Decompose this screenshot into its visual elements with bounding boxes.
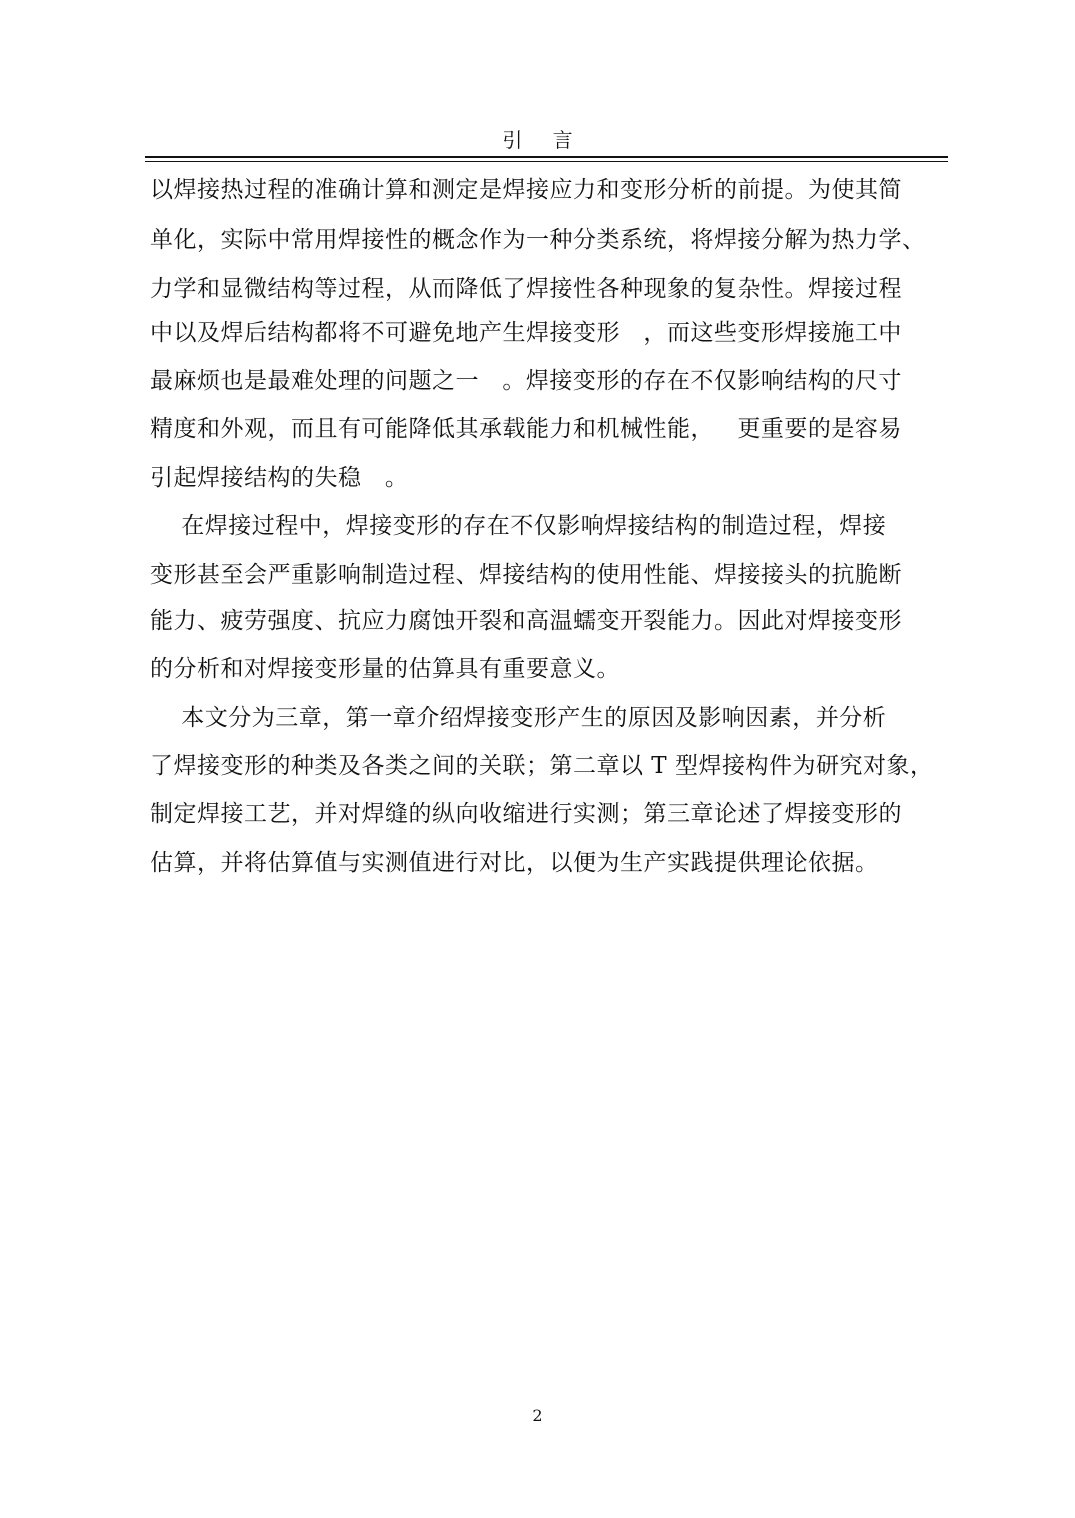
- body-line: 引起焊接结构的失稳 。: [150, 465, 409, 491]
- body-line: 在焊接过程中，焊接变形的存在不仅影响焊接结构的制造过程，焊接: [150, 513, 887, 539]
- body-line: 力学和显微结构等过程，从而降低了焊接性各种现象的复杂性。焊接过程: [150, 276, 902, 302]
- body-line: 本文分为三章，第一章介绍焊接变形产生的原因及影响因素，并分析: [150, 705, 887, 731]
- body-line: 了焊接变形的种类及各类之间的关联；第二章以 T 型焊接构件为研究对象，: [150, 753, 934, 779]
- body-line: 最麻烦也是最难处理的问题之一 。焊接变形的存在不仅影响结构的尺寸: [150, 368, 902, 394]
- header-rule-thick: [145, 156, 948, 158]
- body-line: 估算，并将估算值与实测值进行对比，以便为生产实践提供理论依据。: [150, 850, 879, 876]
- header-rule-thin: [145, 161, 948, 162]
- body-line: 精度和外观，而且有可能降低其承载能力和机械性能， 更重要的是容易: [150, 416, 902, 442]
- body-line: 变形甚至会严重影响制造过程、焊接结构的使用性能、焊接接头的抗脆断: [150, 562, 902, 588]
- body-line: 制定焊接工艺，并对焊缝的纵向收缩进行实测；第三章论述了焊接变形的: [150, 801, 902, 827]
- body-line: 的分析和对焊接变形量的估算具有重要意义。: [150, 656, 620, 682]
- body-line: 能力、疲劳强度、抗应力腐蚀开裂和高温蠕变开裂能力。因此对焊接变形: [150, 608, 902, 634]
- body-line: 以焊接热过程的准确计算和测定是焊接应力和变形分析的前提。为使其简: [150, 177, 902, 203]
- body-line: 单化，实际中常用焊接性的概念作为一种分类系统，将焊接分解为热力学、: [150, 227, 926, 253]
- page-number: 2: [532, 1406, 543, 1425]
- page-header-title: 引 言: [502, 128, 585, 152]
- body-line: 中以及焊后结构都将不可避免地产生焊接变形 ，而这些变形焊接施工中: [150, 320, 902, 346]
